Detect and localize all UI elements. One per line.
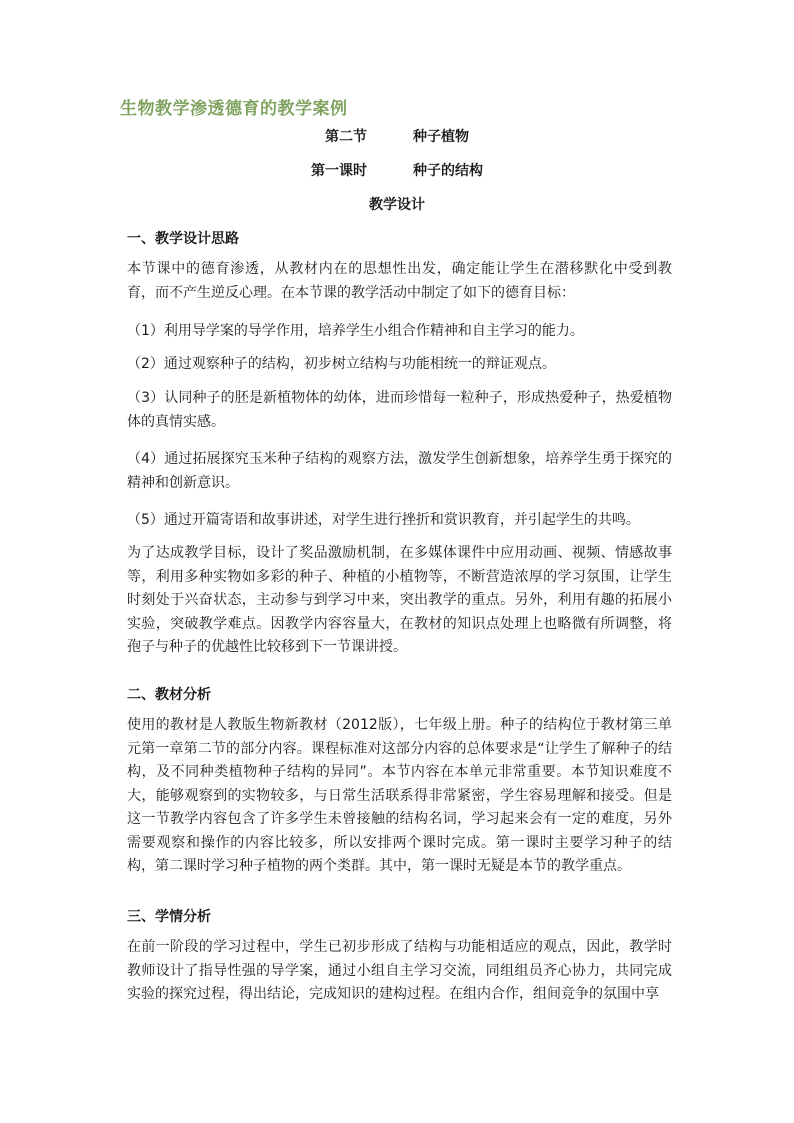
paragraph-intro: 本节课中的德育渗透，从教材内在的思想性出发，确定能让学生在潜移默化中受到教育，而不产生逆反心理。在本节课的教学活动中制定了如下的德育目标： xyxy=(127,261,672,301)
section-title-line xyxy=(0,126,794,146)
section-heading-3: 三、学情分析 xyxy=(127,909,211,925)
paragraph-goal-4: （4）通过拓展探究玉米种子结构的观察方法，激发学生创新想象，培养学生勇于探究的精神和创新意识。 xyxy=(127,451,672,491)
paragraph-goal-1: （1）利用导学案的导学作用，培养学生小组合作精神和自主学习的能力。 xyxy=(127,323,584,339)
paragraph-goal-5: （5）通过开篇寄语和故事讲述，对学生进行挫折和赏识教育，并引起学生的共鸣。 xyxy=(127,512,640,528)
paragraph-goal-3: （3）认同种子的胚是新植物体的幼体，进而珍惜每一粒种子，形成热爱种子，热爱植物体的真情实感。 xyxy=(127,390,672,430)
paragraph-methods: 为了达成教学目标，设计了奖品激励机制，在多媒体课件中应用动画、视频、情感故事等，利用多种实物如多彩的种子、种植的小植物等，不断营造浓厚的学习氛围，让学生时刻处于兴奋状态，主动参与到学习中来，突出教学的重点。另外，利用有趣的拓展小实验，突破教学难点。因教学内容容量大，在教材的知识点处理上也略微有所调整，将孢子与种子的优越性比较移到下一节课讲授。 xyxy=(127,545,672,655)
section-name: 种子植物 xyxy=(413,129,469,145)
lesson-number: 第一课时 xyxy=(311,163,367,179)
section-heading-1: 一、教学设计思路 xyxy=(127,231,239,247)
paragraph-textbook-analysis: 使用的教材是人教版生物新教材（2012版），七年级上册。种子的结构位于教材第三单元第一章第二节的部分内容。课程标准对这部分内容的总体要求是“让学生了解种子的结构，及不同种类植物种子结构的异同”。本节内容在本单元非常重要。本节知识难度不大，能够观察到的实物较多，与日常生活联系得非常紧密，学生容易理解和接受。但是这一节教学内容包含了许多学生未曾接触的结构名词，学习起来会有一定的难度，另外需要观察和操作的内容比较多，所以安排两个课时完成。第一课时主要学习种子的结构，第二课时学习种子植物的两个类群。其中，第一课时无疑是本节的教学重点。 xyxy=(127,717,672,874)
section-number: 第二节 xyxy=(325,129,367,145)
paragraph-student-analysis: 在前一阶段的学习过程中，学生已初步形成了结构与功能相适应的观点，因此，教学时教师设计了指导性强的导学案，通过小组自主学习交流，同组组员齐心协力，共同完成实验的探究过程，得出结论，完成知识的建构过程。在组内合作，组间竞争的氛围中享 xyxy=(127,939,672,1002)
lesson-name: 种子的结构 xyxy=(413,163,483,179)
document-title: 生物教学渗透德育的教学案例 xyxy=(120,99,348,119)
paragraph-goal-2: （2）通过观察种子的结构，初步树立结构与功能相统一的辩证观点。 xyxy=(127,356,556,372)
lesson-title-line xyxy=(0,160,794,180)
section-heading-2: 二、教材分析 xyxy=(127,687,211,703)
design-title: 教学设计 xyxy=(369,197,425,213)
